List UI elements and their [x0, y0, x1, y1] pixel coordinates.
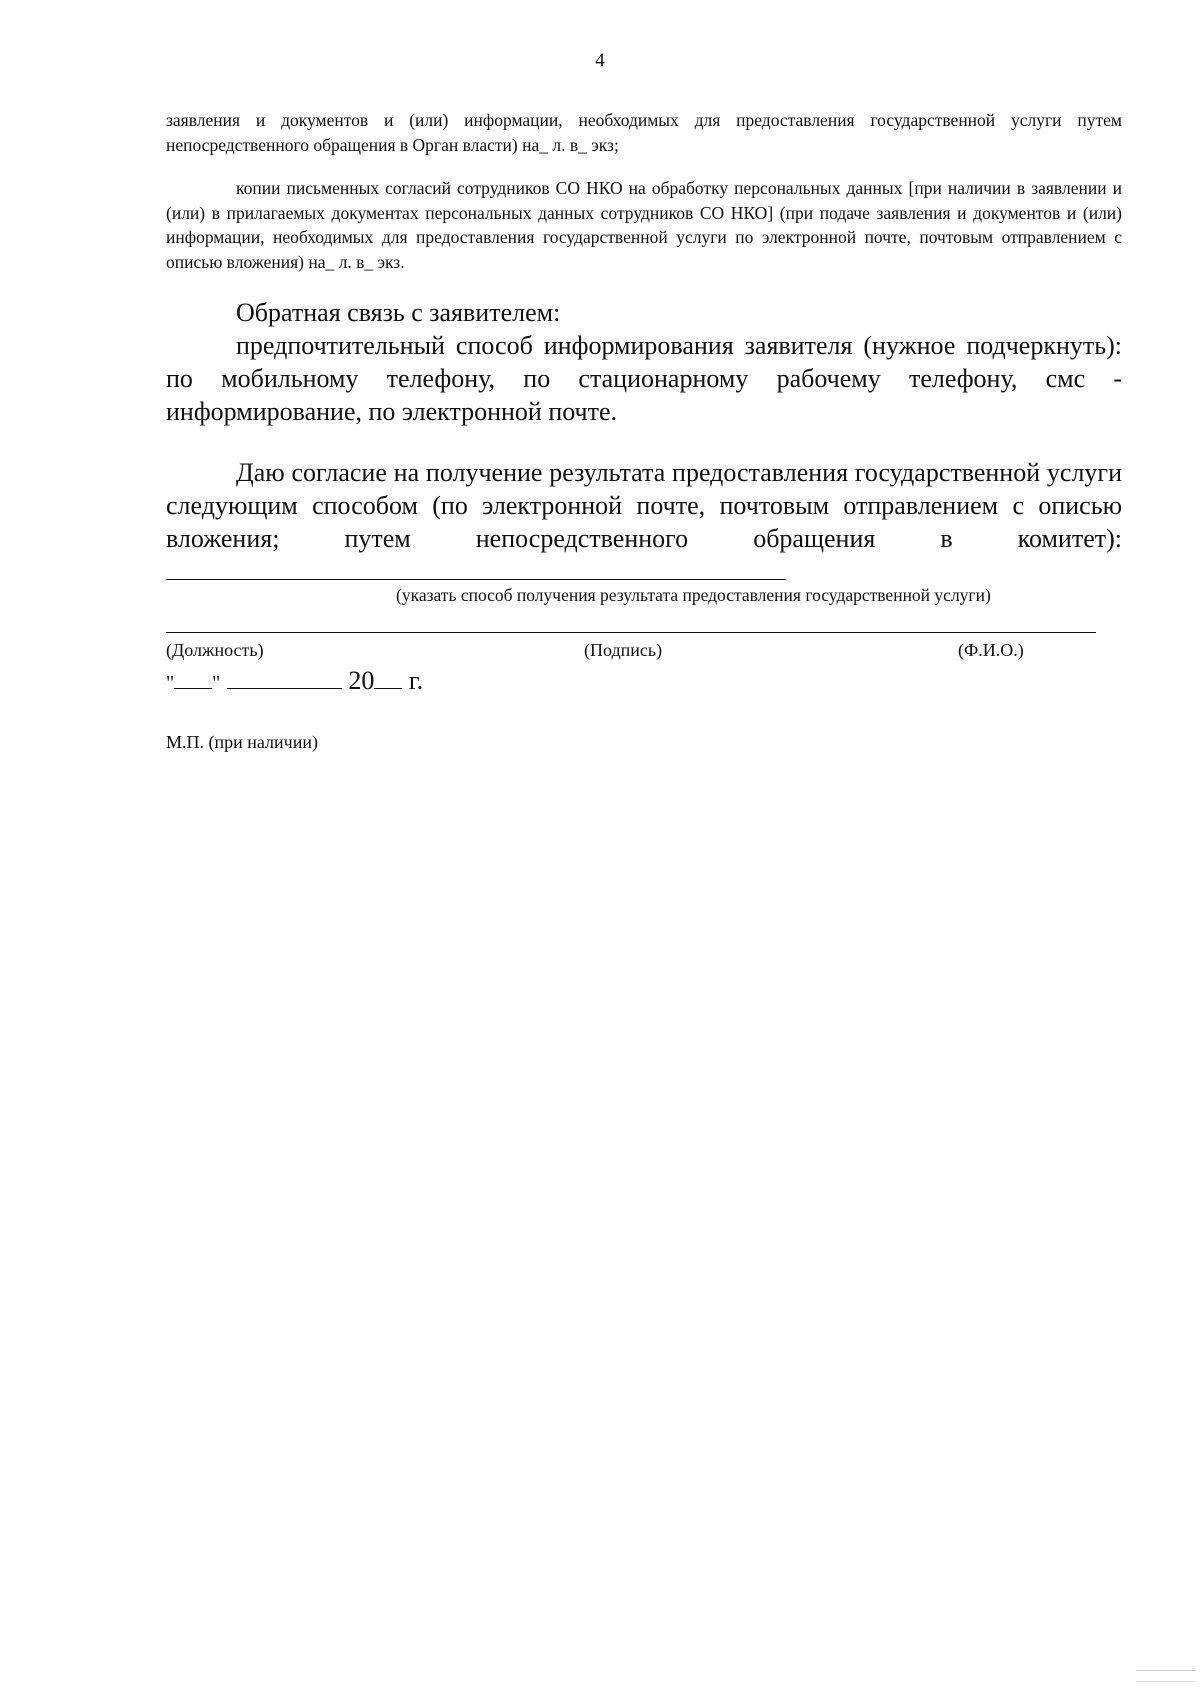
paragraph-documents-direct: заявления и документов и (или) информации, необходимых для предоставления государственной услуги путем непосредственного обращения в Орган власти) на_ л. в_ экз; [166, 110, 1122, 155]
signature-line[interactable] [166, 632, 1096, 633]
stamp-note: М.П. (при наличии) [166, 732, 318, 752]
page-number: 4 [595, 50, 605, 71]
feedback-method-text: предпочтительный способ информирования заявителя (нужное подчеркнуть): по мобильному телефону, по стационарному рабочему телефону, смс - информирование, по электронной почте. [166, 331, 1122, 426]
result-method-blank[interactable] [166, 559, 786, 580]
date-month-blank[interactable] [227, 666, 342, 689]
paragraph-consent-copies: копии письменных согласий сотрудников СО НКО на обработку персональных данных [при наличии в заявлении и (или) в прилагаемых документах персональных данных сотрудников СО НКО] (при подаче заявления и документов и (или) информации, необходимых для предоставления государственной услуги по электронной почте, почтовым отправлением с описью вложения) на_ л. в_ экз. [166, 178, 1122, 272]
date-close-quote: " [212, 672, 221, 694]
scan-corner-mark [1136, 1670, 1196, 1682]
date-year-suffix: г. [408, 666, 424, 695]
date-year-prefix: 20 [348, 666, 375, 695]
date-open-quote: " [166, 672, 175, 694]
consent-paragraph [166, 456, 1122, 588]
position-label: (Должность) [166, 640, 264, 660]
date-day-blank[interactable] [174, 666, 212, 689]
date-year-blank[interactable] [374, 666, 402, 689]
fio-label: (Ф.И.О.) [958, 640, 1024, 660]
result-method-hint: (указать способ получения результата предоставления государственной услуги) [396, 585, 991, 605]
feedback-heading: Обратная связь с заявителем: [236, 298, 561, 327]
date-row [166, 664, 423, 700]
signature-label: (Подпись) [584, 640, 663, 660]
consent-text: Даю согласие на получение результата предоставления государственной услуги следующим способом (по электронной почте, почтовым отправлением с описью вложения; путем непосредственного обращения в комитет): [166, 458, 1122, 553]
